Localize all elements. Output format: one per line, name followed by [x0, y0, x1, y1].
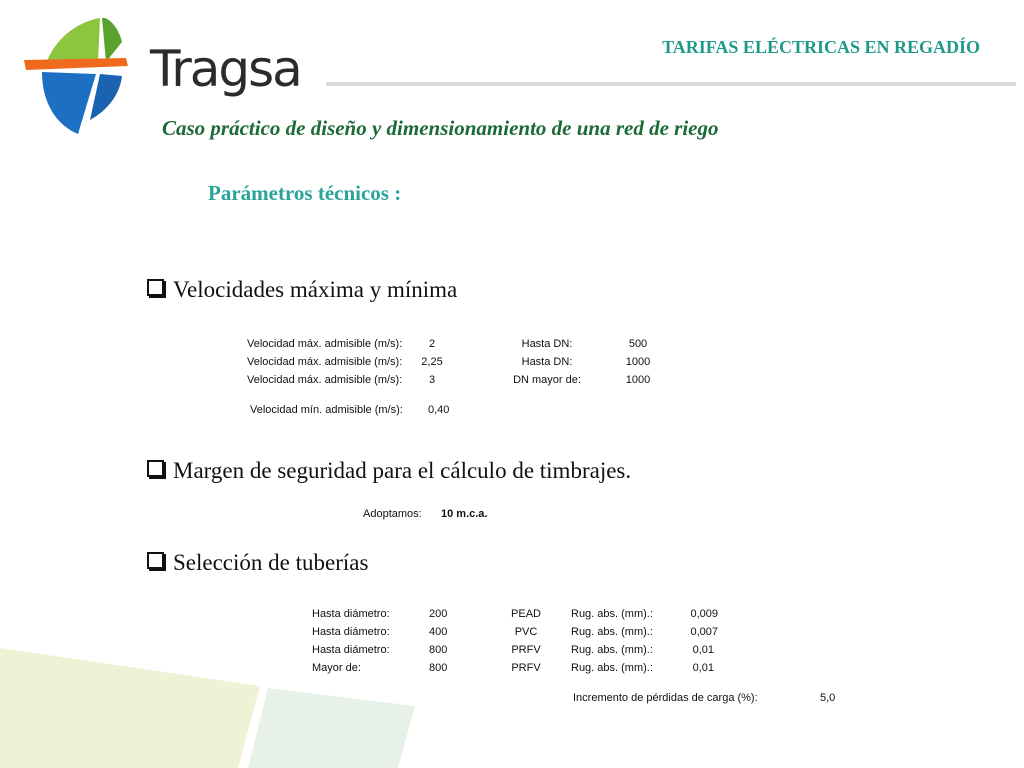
velocity-row-value: 3 — [428, 374, 436, 386]
logo-subtext: Grupo — [107, 109, 149, 125]
pipe-row-label: Hasta diámetro: — [312, 644, 390, 656]
velocity-row-dn: 1000 — [625, 356, 651, 368]
page-subtitle: Caso práctico de diseño y dimensionamiento de una red de riego — [162, 116, 719, 140]
pipe-row-rug-label: Rug. abs. (mm).: — [571, 608, 653, 620]
pipe-row-dn: 200 — [429, 608, 448, 620]
velocity-row-dn: 1000 — [625, 374, 651, 386]
velocity-row-dn: 500 — [628, 338, 648, 350]
pipe-row-rug-label: Rug. abs. (mm).: — [571, 644, 653, 656]
pipe-row-material: PRFV — [511, 662, 541, 674]
velocity-row-cond: Hasta DN: — [521, 356, 573, 368]
margin-value: 10 m.c.a. — [441, 508, 488, 520]
pipe-row-rug: 0,01 — [692, 644, 714, 656]
bullet-text: Margen de seguridad para el cálculo de timbrajes. — [173, 458, 632, 483]
pipe-row-label: Hasta diámetro: — [312, 608, 390, 620]
pipe-row-rug: 0,01 — [692, 662, 714, 674]
checkbox-bullet-icon — [147, 460, 164, 477]
pipe-row-dn: 400 — [429, 626, 448, 638]
pipe-row-material: PRFV — [511, 644, 541, 656]
margin-label: Adoptamos: — [363, 508, 422, 520]
pipe-row-material: PVC — [514, 626, 538, 638]
header-title: TARIFAS ELÉCTRICAS EN REGADÍO — [662, 37, 980, 57]
bullet-velocities — [147, 278, 457, 301]
pipe-row-material: PEAD — [511, 608, 541, 620]
bullet-text: Selección de tuberías — [173, 550, 369, 575]
velocity-row-cond: Hasta DN: — [521, 338, 573, 350]
pipe-row-rug-label: Rug. abs. (mm).: — [571, 662, 653, 674]
checkbox-bullet-icon — [147, 279, 164, 296]
pipe-row-rug-label: Rug. abs. (mm).: — [571, 626, 653, 638]
velocity-row-label: Velocidad máx. admisible (m/s): — [247, 374, 403, 386]
pipe-row-dn: 800 — [429, 662, 448, 674]
velocity-row-label: Velocidad máx. admisible (m/s): — [247, 356, 403, 368]
velocity-row-value: 2,25 — [421, 356, 443, 368]
velocity-min-value: 0,40 — [428, 404, 450, 416]
bullet-pipe-selection — [147, 551, 368, 574]
velocity-row-cond: DN mayor de: — [513, 374, 581, 386]
velocity-row-label: Velocidad máx. admisible (m/s): — [247, 338, 403, 350]
pipe-row-dn: 800 — [429, 644, 448, 656]
pipe-increment-label: Incremento de pérdidas de carga (%): — [573, 692, 758, 704]
pipe-row-rug: 0,009 — [690, 608, 718, 620]
pipe-row-label: Hasta diámetro: — [312, 626, 390, 638]
bullet-text: Velocidades máxima y mínima — [173, 277, 458, 302]
checkbox-bullet-icon — [147, 552, 164, 569]
pipe-increment-value: 5,0 — [820, 692, 836, 704]
logo-text: Tragsa — [150, 40, 301, 98]
params-heading: Parámetros técnicos : — [208, 181, 402, 205]
header-divider — [326, 82, 1016, 86]
bullet-safety-margin — [147, 459, 631, 482]
pipe-row-label: Mayor de: — [312, 662, 361, 674]
velocity-min-label: Velocidad mín. admisible (m/s): — [250, 404, 403, 416]
pipe-row-rug: 0,007 — [690, 626, 718, 638]
velocity-row-value: 2 — [428, 338, 436, 350]
